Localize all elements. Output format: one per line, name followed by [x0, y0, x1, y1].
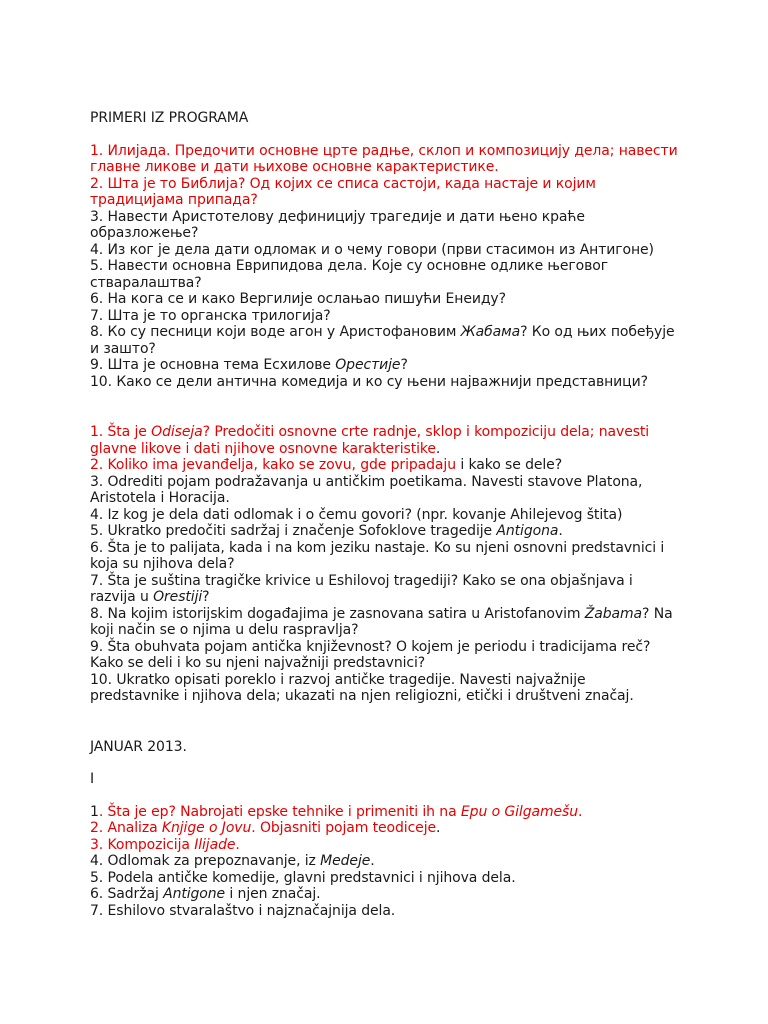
- text-segment: .: [558, 523, 563, 539]
- text-line: [90, 655, 690, 672]
- text-line: [90, 159, 690, 176]
- text-line: [90, 291, 690, 308]
- text-line: [90, 490, 690, 507]
- text-segment: .: [235, 836, 240, 853]
- exam-question-list: [90, 804, 690, 920]
- text-segment: 7. Eshilovo stvaralaštvo i najznačajnija dela.: [90, 902, 396, 919]
- text-segment: 1: [90, 803, 99, 820]
- text-segment: razvija u: [90, 589, 154, 605]
- text-line: [90, 441, 690, 458]
- text-segment: 1. Šta je: [90, 424, 152, 440]
- text-segment: 5. Навести основна Еврипидова дела. Које су основне одлике његовог: [90, 258, 609, 274]
- text-segment: 5. Ukratko predočiti sadržaj i značenje Sofoklove tragedije: [90, 523, 497, 539]
- text-segment: 7. Šta je suština tragičke krivice u Eshilovoj tragediji? Kako se ona objašnjava i: [90, 572, 633, 589]
- text-line: [90, 192, 690, 209]
- text-segment: Knjige o Jovu: [161, 820, 252, 836]
- program-section-latin: [90, 424, 690, 705]
- text-line: [90, 540, 690, 557]
- text-line: [90, 474, 690, 491]
- text-line: [90, 209, 690, 226]
- text-line: [90, 275, 690, 292]
- exam-heading: JANUAR 2013.: [90, 738, 187, 755]
- text-segment: Орестије: [335, 357, 401, 373]
- text-line: [90, 143, 690, 160]
- text-segment: Ilijade: [194, 836, 236, 853]
- text-line: [90, 589, 690, 606]
- text-segment: 4. Odlomak za prepoznavanje, iz: [90, 853, 321, 869]
- text-line: [90, 357, 690, 374]
- text-line: [90, 606, 690, 623]
- text-segment: 3. Навести Аристотелову дефиницију трагедије и дати њено краће: [90, 208, 585, 225]
- text-segment: 8. Na kojim istorijskim događajima je zasnovana satira u Aristofanovim: [90, 605, 585, 622]
- text-line: [90, 341, 690, 358]
- text-segment: 4. Iz kog je dela dati odlomak i o čemu govori? (npr. kovanje Ahilejevog štita): [90, 506, 623, 523]
- text-line: [90, 622, 690, 639]
- text-segment: Medeje: [320, 853, 371, 869]
- text-segment: 10. Ukratko opisati poreklo i razvoj antičke tragedije. Navesti najvažnije: [90, 671, 586, 688]
- text-segment: и зашто?: [90, 340, 156, 357]
- text-line: [90, 225, 690, 242]
- text-line: [90, 374, 690, 391]
- text-segment: 3. Kompozicija: [90, 836, 195, 853]
- text-segment: glavne likove i dati njihove osnovne karakteristike: [90, 440, 436, 457]
- text-line: [90, 258, 690, 275]
- text-line: [90, 457, 690, 474]
- text-line: [90, 523, 690, 540]
- text-line: [90, 424, 690, 441]
- text-line: [90, 324, 690, 341]
- text-line: [90, 308, 690, 325]
- exam-subheading: I: [90, 771, 95, 787]
- text-segment: Epu o Gilgamešu: [460, 803, 579, 820]
- text-segment: 4. Из ког је дела дати одломак и о чему говори (први стасимон из Антигоне): [90, 241, 654, 258]
- text-segment: ?: [202, 589, 210, 605]
- text-segment: 2. Analiza: [90, 820, 162, 836]
- text-segment: Antigona: [496, 523, 559, 539]
- text-segment: образложење?: [90, 225, 199, 241]
- text-segment: Orestiji: [153, 589, 203, 605]
- text-segment: .: [435, 440, 441, 457]
- text-segment: . Objasniti pojam teodiceje: [251, 820, 436, 836]
- text-segment: Kako se deli i ko su njeni najvažniji predstavnici?: [90, 655, 426, 671]
- text-line: [90, 837, 690, 854]
- text-segment: стваралаштва?: [90, 274, 202, 291]
- text-segment: koji način se o njima u delu raspravlja?: [90, 622, 359, 638]
- document-page: [90, 110, 690, 919]
- program-section-cyrillic: [90, 143, 690, 391]
- text-line: [90, 853, 690, 870]
- text-line: [90, 672, 690, 689]
- text-segment: 6. Sadržaj: [90, 886, 164, 902]
- text-line: [90, 176, 690, 193]
- text-segment: ? Na: [642, 605, 673, 622]
- text-line: [90, 804, 690, 821]
- text-segment: 2. Koliko ima jevanđelja, kako se zovu, gde pripadaju: [90, 457, 456, 473]
- text-segment: традицијама припада?: [90, 192, 258, 208]
- text-segment: 6. На кога се и како Вергилије ослањао пишући Енеиду?: [90, 291, 506, 307]
- text-line: [90, 242, 690, 259]
- text-line: [90, 820, 690, 837]
- text-segment: 3. Odrediti pojam podražavanja u antičkim poetikama. Navesti stavove Platona,: [90, 473, 643, 490]
- text-segment: ? Predočiti osnovne crte radnje, sklop i kompoziciju dela; navesti: [202, 424, 650, 440]
- text-line: [90, 903, 690, 920]
- text-segment: koja su njihova dela?: [90, 556, 235, 572]
- text-line: [90, 556, 690, 573]
- text-segment: 5. Podela antičke komedije, glavni predstavnici i njihova dela.: [90, 869, 516, 886]
- text-segment: главне ликове и дати њихове основне карактеристике.: [90, 159, 499, 175]
- text-segment: 1. Илијада. Предочити основне црте радње, склоп и композицију дела; навести: [90, 142, 678, 159]
- text-segment: 10. Како се дели антична комедија и ко су њени најважнији представници?: [90, 373, 648, 390]
- text-segment: 9. Шта је основна тема Есхилове: [90, 357, 336, 373]
- text-segment: .: [436, 820, 441, 836]
- text-segment: 8. Ко су песници који воде агон у Аристофановим: [90, 324, 461, 340]
- program-heading: PRIMERI IZ PROGRAMA: [90, 110, 249, 126]
- text-segment: Žabama: [584, 605, 643, 622]
- text-line: [90, 507, 690, 524]
- text-line: [90, 573, 690, 590]
- text-segment: Aristotela i Horacija.: [90, 490, 230, 506]
- text-segment: .: [370, 853, 375, 869]
- text-segment: ? Ко од њих побеђује: [520, 324, 675, 340]
- text-segment: Antigone: [163, 886, 226, 902]
- text-segment: predstavnike i njihova dela; ukazati na njen religiozni, etički i društveni značaj.: [90, 688, 634, 704]
- text-line: [90, 870, 690, 887]
- text-segment: 9. Šta obuhvata pojam antička književnost? O kojem je periodu i tradicijama reč?: [90, 638, 651, 655]
- text-segment: Odiseja: [151, 424, 203, 440]
- text-segment: . Šta je ep? Nabrojati epske tehnike i primeniti ih na: [98, 803, 461, 820]
- text-segment: 2. Шта је то Библија? Од којих се списа састоји, када настаје и којим: [90, 175, 596, 192]
- text-segment: .: [578, 803, 583, 820]
- text-line: [90, 688, 690, 705]
- text-segment: ?: [400, 357, 408, 373]
- text-line: [90, 639, 690, 656]
- text-segment: i njen značaj.: [225, 886, 321, 902]
- text-line: [90, 886, 690, 903]
- text-segment: 6. Šta je to palijata, kada i na kom jeziku nastaje. Ko su njeni osnovni predstavnici i: [90, 539, 665, 556]
- text-segment: Жабама: [460, 324, 521, 340]
- text-segment: 7. Шта је то органска трилогија?: [90, 307, 331, 324]
- text-segment: i kako se dele?: [455, 457, 563, 473]
